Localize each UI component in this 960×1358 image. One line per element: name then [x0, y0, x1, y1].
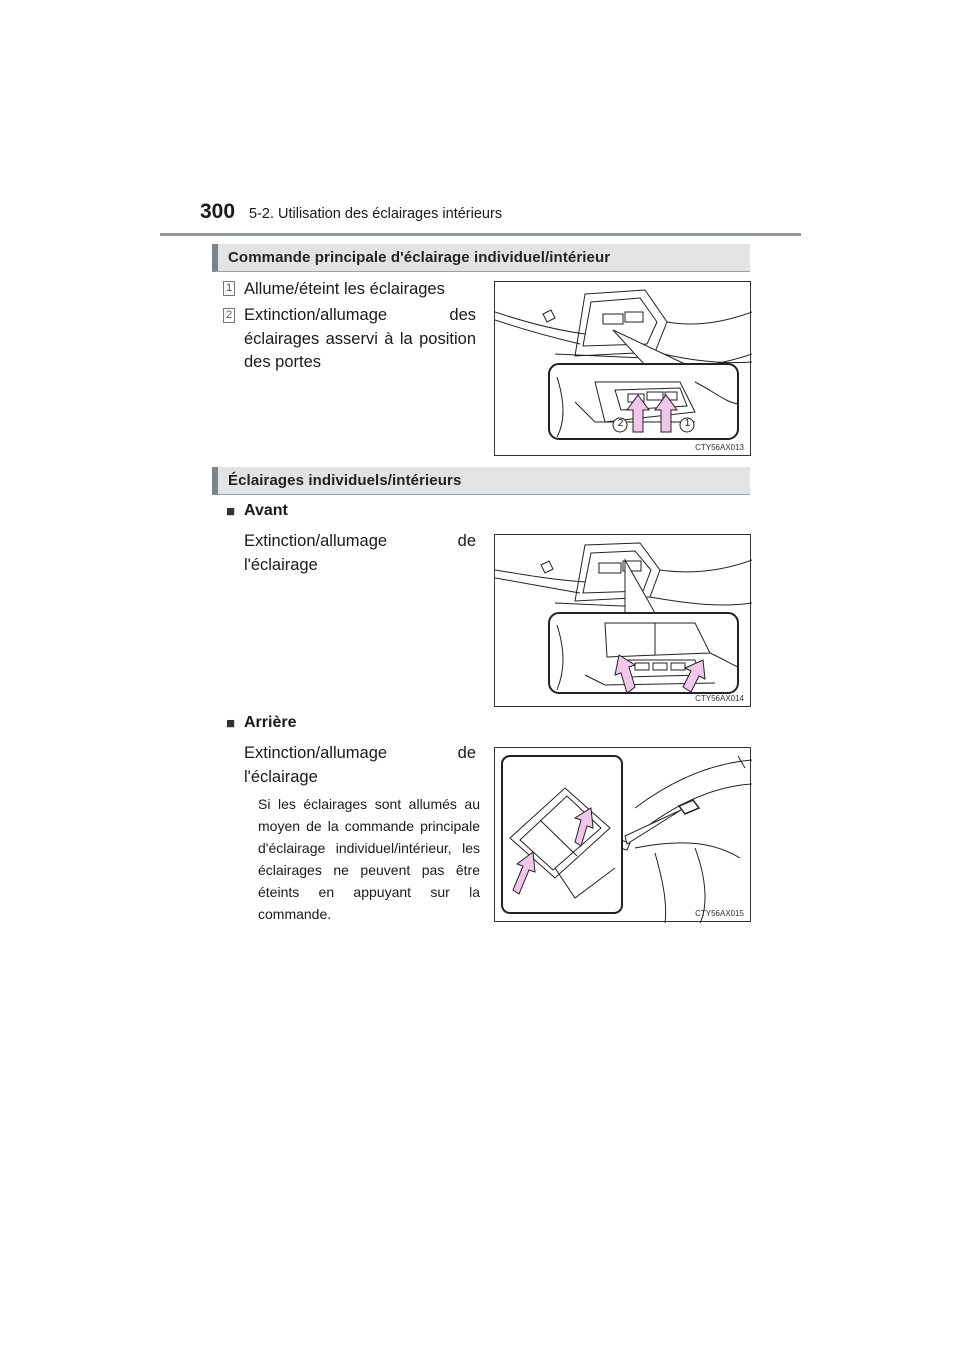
figure-code: CTY56AX015 — [695, 909, 744, 918]
bullet-square: ■ — [226, 503, 236, 520]
item-text: Extinction/allumage des éclairages asservi à la position des portes — [244, 306, 476, 371]
figure-code: CTY56AX014 — [695, 694, 744, 703]
subheading-arriere: Arrière — [244, 714, 297, 731]
section-heading-bar — [212, 244, 750, 272]
callout-2: 2 — [617, 418, 624, 429]
main-switch-drawing — [495, 282, 752, 457]
front-light-illustration — [494, 534, 751, 707]
section-heading: Éclairages individuels/intérieurs — [228, 472, 462, 489]
arriere-text: Extinction/allumage de l'éclairage — [244, 744, 476, 786]
page-number: 300 — [200, 200, 236, 223]
item-number-badge: 2 — [223, 308, 235, 323]
callout-1: 1 — [684, 418, 691, 429]
overhead-console-illustration — [494, 281, 751, 456]
note-text: Si les éclairages sont allumés au moyen de la commande principale d'éclairage individuel/intérieur, les éclairages ne peuvent pas être éteints en appuyant sur la commande. — [258, 796, 480, 922]
section-heading-bar — [212, 467, 750, 495]
section-heading: Commande principale d'éclairage individuel/intérieur — [228, 249, 611, 266]
bullet-square: ■ — [226, 715, 236, 732]
section-title: 5-2. Utilisation des éclairages intérieurs — [249, 206, 503, 222]
subheading-avant: Avant — [244, 502, 288, 519]
figure-code: CTY56AX013 — [695, 443, 744, 452]
item-text: Allume/éteint les éclairages — [244, 280, 445, 298]
header-rule — [160, 233, 801, 236]
rear-light-illustration — [494, 747, 751, 922]
rear-light-drawing — [495, 748, 752, 923]
avant-text: Extinction/allumage de l'éclairage — [244, 532, 476, 574]
front-light-drawing — [495, 535, 752, 708]
item-number-badge: 1 — [223, 281, 235, 296]
